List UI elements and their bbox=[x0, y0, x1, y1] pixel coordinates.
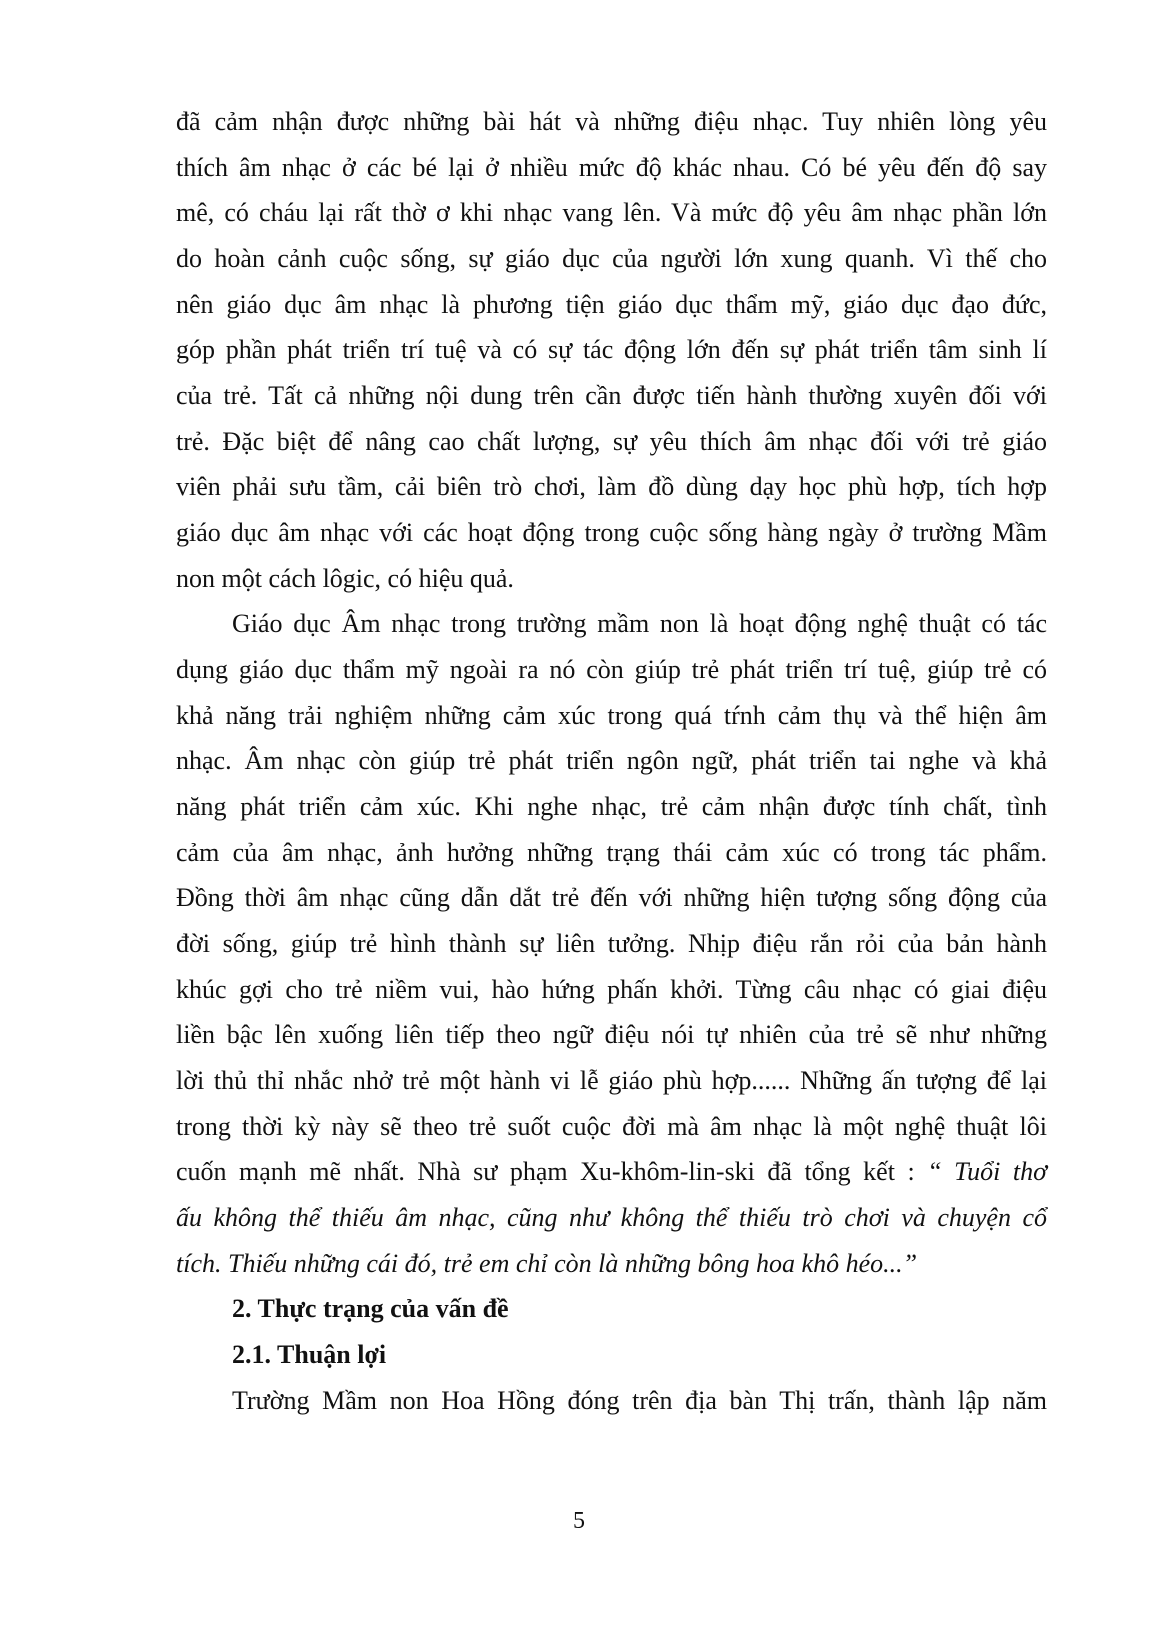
paragraph-1-line-1: đã cảm nhận được những bài hát và những điệu nhạc. Tuy nhiên lòng yêu bbox=[176, 107, 1047, 136]
paragraph-1-line-4: do hoàn cảnh cuộc sống, sự giáo dục của người lớn xung quanh. Vì thế cho bbox=[176, 244, 1047, 273]
quote-start-text: “ Tuổi thơ bbox=[927, 1157, 1048, 1186]
paragraph-2-line-11: lời thủ thỉ nhắc nhở trẻ một hành vi lễ giáo phù hợp...... Những ấn tượng để lại bbox=[176, 1066, 1047, 1095]
paragraph-2-line-12: trong thời kỳ này sẽ theo trẻ suốt cuộc đời mà âm nhạc là một nghệ thuật lôi bbox=[176, 1112, 1047, 1141]
paragraph-1-line-8: trẻ. Đặc biệt để nâng cao chất lượng, sự yêu thích âm nhạc đối với trẻ giáo bbox=[176, 427, 1047, 456]
paragraph-2-line-7: Đồng thời âm nhạc cũng dẫn dắt trẻ đến với những hiện tượng sống động của bbox=[176, 883, 1047, 912]
quote-line-3: tích. Thiếu những cái đó, trẻ em chỉ còn là những bông hoa khô héo...” bbox=[176, 1249, 918, 1278]
paragraph-2-line-5: năng phát triển cảm xúc. Khi nghe nhạc, trẻ cảm nhận được tính chất, tình bbox=[176, 792, 1047, 821]
paragraph-2-line-2: dụng giáo dục thẩm mỹ ngoài ra nó còn giúp trẻ phát triển trí tuệ, giúp trẻ có bbox=[176, 655, 1047, 684]
paragraph-2-line-6: cảm của âm nhạc, ảnh hưởng những trạng thái cảm xúc có trong tác phẩm. bbox=[176, 838, 1047, 867]
paragraph-1-line-7: của trẻ. Tất cả những nội dung trên cần được tiến hành thường xuyên đối với bbox=[176, 381, 1047, 410]
quote-lead-text: cuốn mạnh mẽ nhất. Nhà sư phạm Xu-khôm-lin-ski đã tổng kết : bbox=[176, 1157, 928, 1186]
page-number: 5 bbox=[573, 1508, 585, 1534]
paragraph-1-line-9: viên phải sưu tầm, cải biên trò chơi, làm đồ dùng dạy học phù hợp, tích hợp bbox=[176, 472, 1047, 501]
paragraph-2-line-1: Giáo dục Âm nhạc trong trường mầm non là hoạt động nghệ thuật có tác bbox=[232, 609, 1047, 638]
paragraph-1-line-2: thích âm nhạc ở các bé lại ở nhiều mức độ khác nhau. Có bé yêu đến độ say bbox=[176, 153, 1047, 182]
paragraph-2-line-9: khúc gợi cho trẻ niềm vui, hào hứng phấn khởi. Từng câu nhạc có giai điệu bbox=[176, 975, 1047, 1004]
paragraph-1-line-10: giáo dục âm nhạc với các hoạt động trong cuộc sống hàng ngày ở trường Mầm bbox=[176, 518, 1047, 547]
paragraph-2-line-8: đời sống, giúp trẻ hình thành sự liên tưởng. Nhịp điệu rắn rỏi của bản hành bbox=[176, 929, 1047, 958]
section-heading: 2. Thực trạng của vấn đề bbox=[232, 1294, 509, 1323]
paragraph-1-line-11: non một cách lôgic, có hiệu quả. bbox=[176, 564, 514, 593]
subsection-heading: 2.1. Thuận lợi bbox=[232, 1340, 387, 1369]
paragraph-1-line-5: nên giáo dục âm nhạc là phương tiện giáo dục thẩm mỹ, giáo dục đạo đức, bbox=[176, 290, 1047, 319]
paragraph-2-quote-line bbox=[176, 1157, 1047, 1187]
paragraph-2-line-10: liền bậc lên xuống liên tiếp theo ngữ điệu nói tự nhiên của trẻ sẽ như những bbox=[176, 1020, 1047, 1049]
paragraph-3-line-1: Trường Mầm non Hoa Hồng đóng trên địa bàn Thị trấn, thành lập năm bbox=[232, 1386, 1047, 1415]
paragraph-2-line-3: khả năng trải nghiệm những cảm xúc trong quá tŕnh cảm thụ và thể hiện âm bbox=[176, 701, 1047, 730]
paragraph-1-line-3: mê, có cháu lại rất thờ ơ khi nhạc vang lên. Và mức độ yêu âm nhạc phần lớn bbox=[176, 198, 1047, 227]
paragraph-1-line-6: góp phần phát triển trí tuệ và có sự tác động lớn đến sự phát triển tâm sinh lí bbox=[176, 335, 1047, 364]
paragraph-2-line-4: nhạc. Âm nhạc còn giúp trẻ phát triển ngôn ngữ, phát triển tai nghe và khả bbox=[176, 746, 1047, 775]
quote-line-2: ấu không thể thiếu âm nhạc, cũng như không thể thiếu trò chơi và chuyện cổ bbox=[176, 1203, 1047, 1232]
